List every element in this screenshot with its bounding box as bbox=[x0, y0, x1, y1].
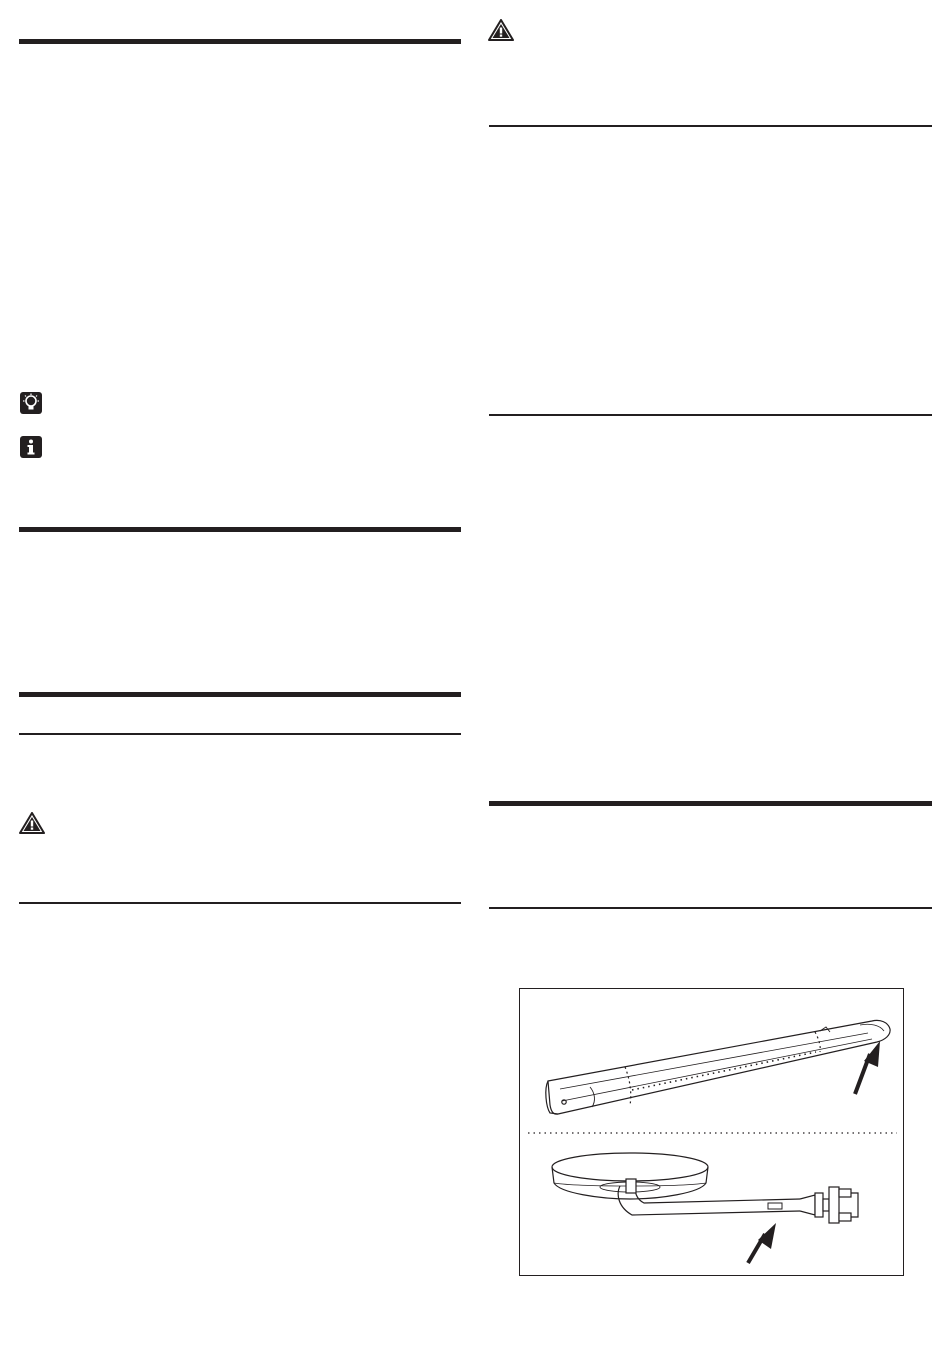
warning-triangle-icon bbox=[488, 19, 514, 46]
subsection-rule-right-2 bbox=[489, 414, 932, 416]
pointer-arrow-icon bbox=[855, 1041, 880, 1094]
section-rule-left-3 bbox=[19, 692, 461, 697]
pointer-arrow-icon bbox=[748, 1223, 776, 1263]
subsection-rule-right-1 bbox=[489, 125, 932, 127]
section-rule-left-2 bbox=[19, 527, 461, 532]
round-burner-with-venturi-tube bbox=[552, 1153, 858, 1223]
information-icon bbox=[19, 435, 43, 464]
warning-triangle-icon bbox=[19, 812, 45, 839]
tube-burner bbox=[546, 1020, 890, 1114]
lightbulb-tip-icon bbox=[19, 391, 43, 420]
subsection-rule-right-3 bbox=[489, 907, 932, 909]
burner-illustration bbox=[519, 988, 904, 1276]
section-rule-right-1 bbox=[489, 801, 932, 806]
subsection-rule-left-2 bbox=[19, 902, 461, 904]
section-rule-left-1 bbox=[19, 39, 461, 44]
subsection-rule-left-1 bbox=[19, 733, 461, 735]
